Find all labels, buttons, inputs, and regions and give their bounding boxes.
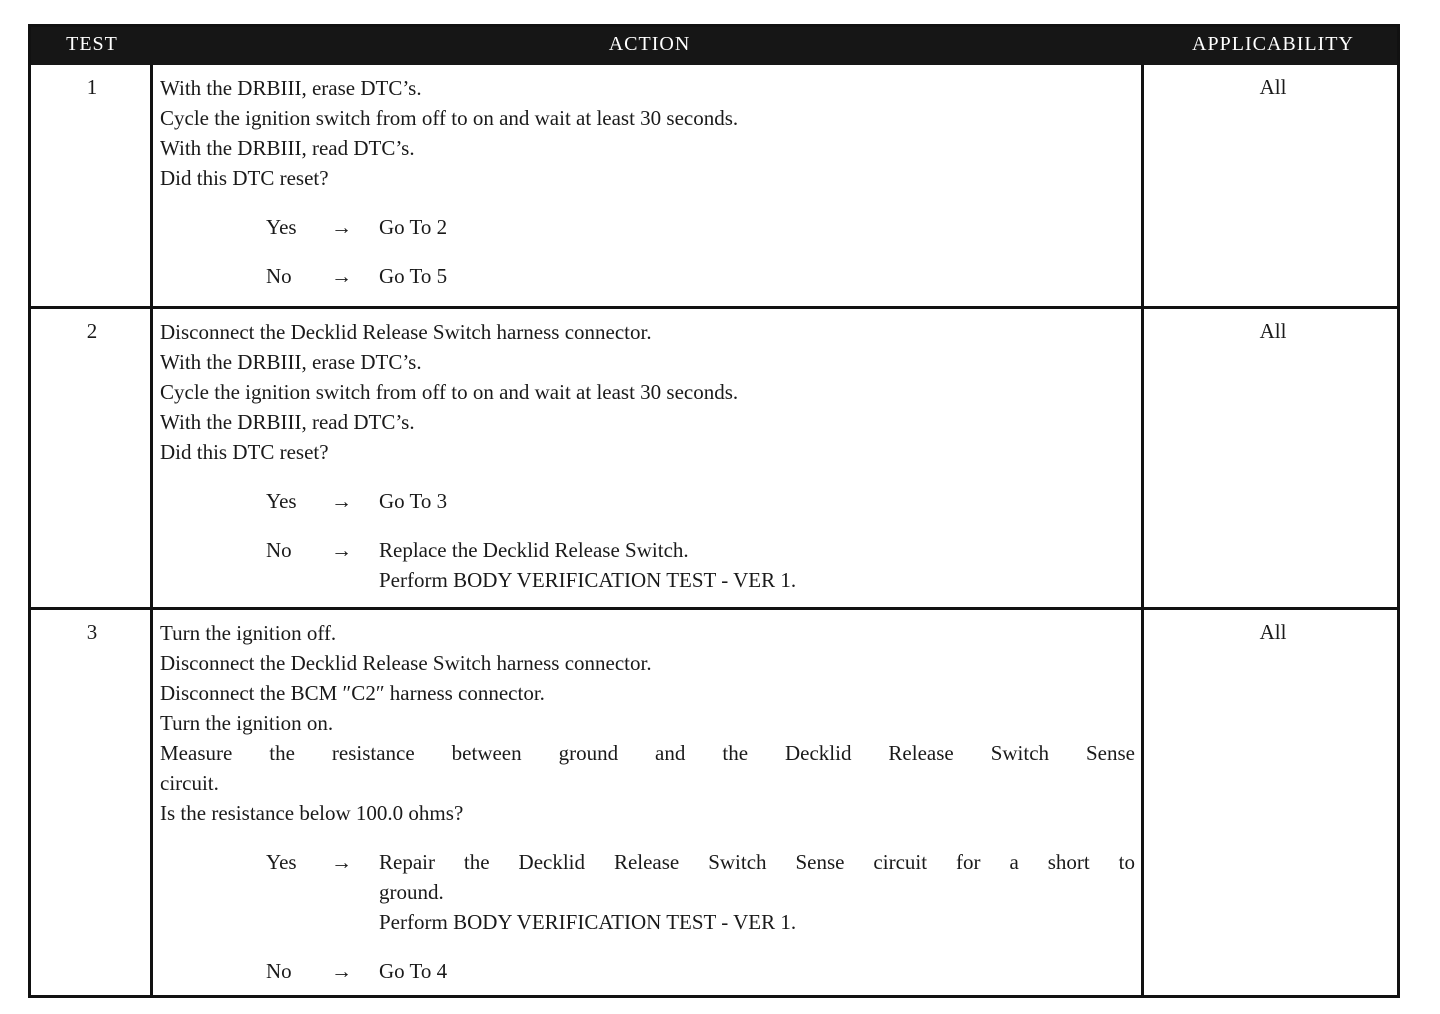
no-label: No [266, 538, 292, 562]
no-label: No [266, 264, 292, 288]
yes-label: Yes [266, 215, 297, 239]
result-line: Go To 4 [379, 959, 448, 983]
result-line: Go To 5 [379, 264, 448, 288]
no-label: No [266, 959, 292, 983]
test-number: 3 [86, 620, 98, 644]
action-step: With the DRBIII, read DTC’s. [160, 410, 415, 434]
no-branch [160, 535, 1135, 592]
arrow-icon: → [331, 489, 352, 513]
result-line: Replace the Decklid Release Switch. [379, 538, 689, 562]
table-header [31, 27, 1397, 65]
action-step: Disconnect the Decklid Release Switch harness connector. [160, 651, 652, 675]
test-number: 2 [86, 319, 98, 343]
result-line: Go To 3 [379, 489, 448, 513]
table-row [31, 607, 1397, 995]
result-line: Repair the Decklid Release Switch Sense circuit for a short to [379, 850, 1135, 874]
action-step: Turn the ignition off. [160, 621, 337, 645]
action-step: Measure the resistance between ground and the Decklid Release Switch Sense [160, 741, 1135, 765]
no-result [379, 261, 1135, 291]
header-test: TEST [66, 33, 118, 55]
applicability-cell: All [1259, 75, 1287, 99]
action-step: Did this DTC reset? [160, 440, 329, 464]
action-step: Cycle the ignition switch from off to on and wait at least 30 seconds. [160, 106, 739, 130]
applicability-cell: All [1259, 620, 1287, 644]
yes-branch [160, 847, 1135, 937]
applicability-cell: All [1259, 319, 1287, 343]
result-line: ground. [379, 880, 444, 904]
action-cell [160, 618, 1135, 986]
yes-label: Yes [266, 850, 297, 874]
action-step: Disconnect the Decklid Release Switch harness connector. [160, 320, 652, 344]
action-step: Disconnect the BCM ″C2″ harness connector. [160, 681, 545, 705]
table-row [31, 65, 1397, 306]
arrow-icon: → [331, 538, 352, 562]
no-branch [160, 261, 1135, 291]
yes-branch [160, 212, 1135, 242]
result-line: Perform BODY VERIFICATION TEST - VER 1. [379, 910, 797, 934]
yes-label: Yes [266, 489, 297, 513]
action-step: Cycle the ignition switch from off to on and wait at least 30 seconds. [160, 380, 739, 404]
action-step: Turn the ignition on. [160, 711, 334, 735]
no-branch [160, 956, 1135, 986]
yes-result [379, 486, 1135, 516]
table-row [31, 306, 1397, 607]
action-step: With the DRBIII, erase DTC’s. [160, 76, 422, 100]
diagnostic-test-table [28, 24, 1400, 998]
arrow-icon: → [331, 215, 352, 239]
result-line: Perform BODY VERIFICATION TEST - VER 1. [379, 568, 797, 592]
action-step: Did this DTC reset? [160, 166, 329, 190]
arrow-icon: → [331, 959, 352, 983]
header-applicability: APPLICABILITY [1192, 33, 1354, 55]
arrow-icon: → [331, 850, 352, 874]
no-result [379, 535, 1135, 595]
yes-result [379, 212, 1135, 242]
result-line: Go To 2 [379, 215, 448, 239]
header-action: ACTION [608, 33, 691, 55]
no-result [379, 956, 1135, 986]
yes-result [379, 847, 1135, 937]
action-cell [160, 73, 1135, 291]
action-step: circuit. [160, 771, 219, 795]
yes-branch [160, 486, 1135, 516]
action-step: With the DRBIII, erase DTC’s. [160, 350, 422, 374]
action-cell [160, 317, 1135, 592]
action-step: Is the resistance below 100.0 ohms? [160, 801, 464, 825]
test-number: 1 [86, 75, 98, 99]
action-step: With the DRBIII, read DTC’s. [160, 136, 415, 160]
arrow-icon: → [331, 264, 352, 288]
